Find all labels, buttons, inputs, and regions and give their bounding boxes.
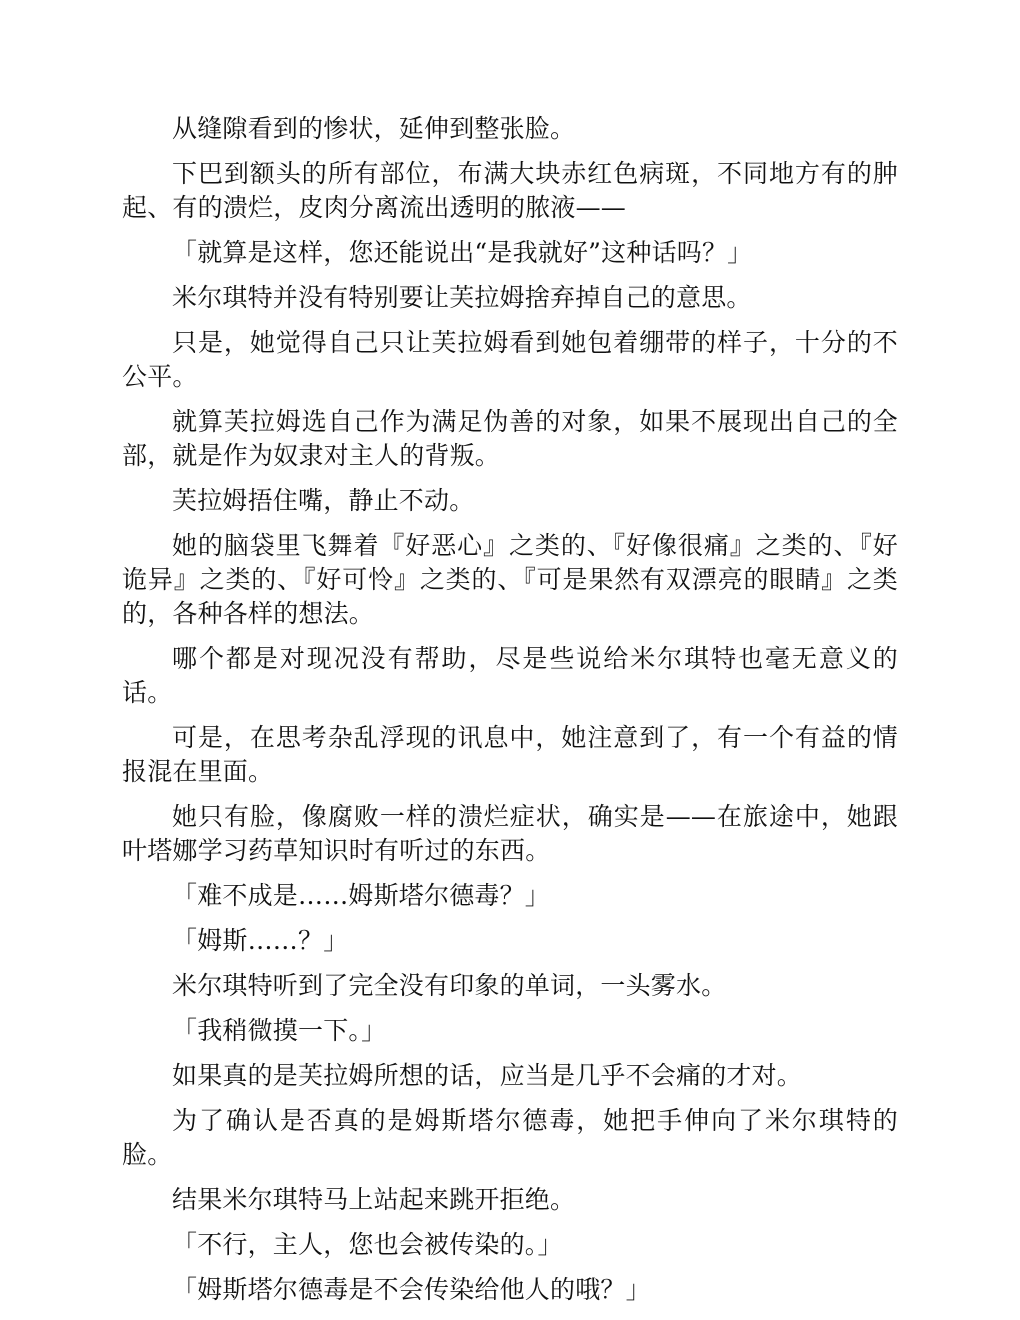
paragraph: 「姆斯塔尔德毒是不会传染给他人的哦？」 [172, 1275, 651, 1304]
paragraph: 她只有脸，像腐败一样的溃烂症状，确实是——在旅途中，她跟叶塔娜学习药草知识时有听过的东西。 [122, 802, 898, 865]
paragraph: 「不行，主人，您也会被传染的。」 [172, 1230, 563, 1259]
paragraph: 可是，在思考杂乱浮现的讯息中，她注意到了，有一个有益的情报混在里面。 [122, 723, 898, 786]
paragraph: 「难不成是……姆斯塔尔德毒？」 [172, 881, 551, 910]
paragraph: 为了确认是否真的是姆斯塔尔德毒，她把手伸向了米尔琪特的脸。 [122, 1106, 898, 1169]
paragraph: 「我稍微摸一下。」 [172, 1016, 387, 1045]
paragraph: 米尔琪特并没有特别要让芙拉姆捨弃掉自己的意思。 [172, 283, 752, 312]
paragraph: 米尔琪特听到了完全没有印象的单词，一头雾水。 [172, 971, 727, 1000]
paragraph: 下巴到额头的所有部位，布满大块赤红色病斑，不同地方有的肿起、有的溃烂，皮肉分离流出透明的脓液—— [122, 159, 898, 222]
paragraph: 她的脑袋里飞舞着『好恶心』之类的、『好像很痛』之类的、『好诡异』之类的、『好可怜』之类的、『可是果然有双漂亮的眼睛』之类的，各种各样的想法。 [122, 531, 898, 628]
paragraph: 结果米尔琪特马上站起来跳开拒绝。 [172, 1185, 576, 1214]
paragraph: 「姆斯……？」 [172, 926, 349, 955]
paragraph: 「就算是这样，您还能说出“是我就好”这种话吗？」 [172, 238, 753, 267]
paragraph: 如果真的是芙拉姆所想的话，应当是几乎不会痛的才对。 [172, 1061, 803, 1090]
paragraph: 芙拉姆捂住嘴，静止不动。 [172, 486, 475, 515]
paragraph: 从缝隙看到的惨状，延伸到整张脸。 [172, 114, 576, 143]
paragraph: 哪个都是对现况没有帮助，尽是些说给米尔琪特也毫无意义的话。 [122, 644, 898, 707]
paragraph: 只是，她觉得自己只让芙拉姆看到她包着绷带的样子，十分的不公平。 [122, 328, 898, 391]
text-body [122, 112, 898, 1318]
paragraph: 就算芙拉姆选自己作为满足伪善的对象，如果不展现出自己的全部，就是作为奴隶对主人的背叛。 [122, 407, 898, 470]
